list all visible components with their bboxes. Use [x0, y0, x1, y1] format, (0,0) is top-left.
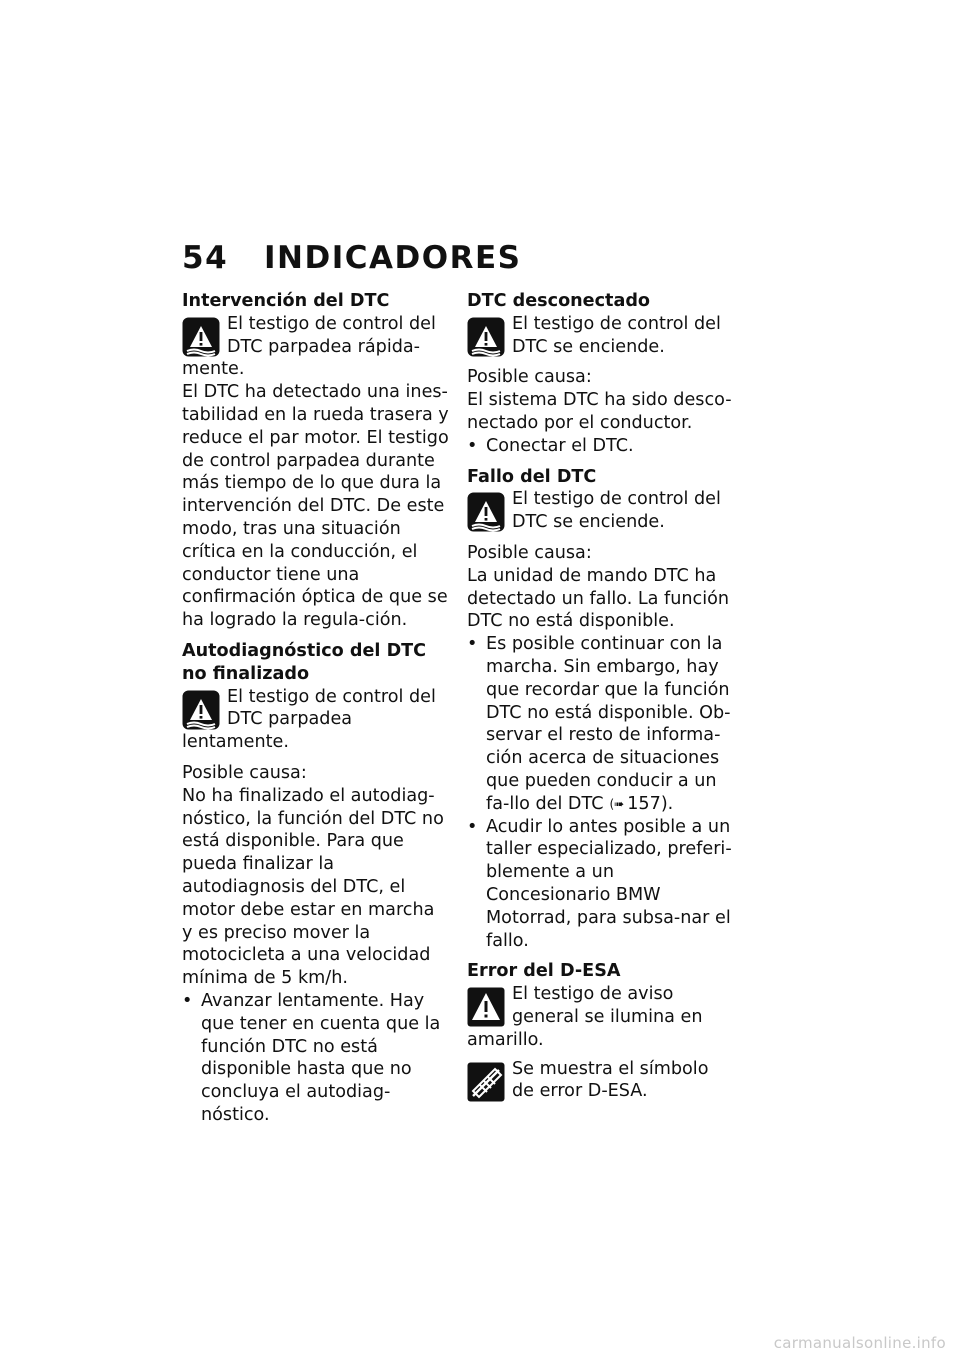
bullet-item: • Conectar el DTC.: [467, 435, 634, 456]
indicator-text: Se muestra el símbolo de error D-ESA.: [512, 1058, 709, 1102]
section-heading: Fallo del DTC: [467, 466, 597, 487]
cause-text: No ha finalizado el autodiag-nóstico, la función del DTC no está disponible. Para que pueda finalizar la autodiagnosis del DTC, el motor debe estar en marcha y es preciso mover la motocicleta a una velocidad mínima de 5 km/h.: [182, 785, 444, 989]
indicator-text: El testigo de control del DTC se enciende.: [512, 313, 721, 357]
bullet-text: Conectar el DTC.: [486, 435, 634, 456]
indicator-description: [182, 313, 450, 381]
section-heading: Error del D-ESA: [467, 961, 621, 982]
indicator-text: El testigo de aviso general se ilumina en amarillo.: [467, 984, 703, 1050]
watermark: carmanualsonline.info: [773, 1334, 946, 1352]
cause-text: La unidad de mando DTC ha detectado un fallo. La función DTC no está disponible.: [467, 565, 730, 632]
general-warning-icon: [467, 987, 505, 1027]
section-heading: Intervención del DTC: [182, 291, 390, 311]
page-reference: 157).: [627, 793, 674, 814]
dtc-warning-icon: [182, 690, 220, 730]
bullet-text: Acudir lo antes posible a un taller especializado, preferi-blemente a un Concesionario BMW Motorrad, para subsa-nar el fallo.: [486, 816, 732, 951]
section-heading: Autodiagnóstico del DTC no finalizado: [182, 640, 427, 684]
dtc-warning-icon: [467, 492, 505, 532]
left-column: [182, 290, 450, 1127]
desa-error-icon: [467, 1062, 505, 1102]
dtc-warning-icon: [182, 317, 220, 357]
indicator-description: [467, 1058, 735, 1104]
body-text: El DTC ha detectado una ines-tabilidad en la rueda trasera y reduce el par motor. El testigo de control parpadea durante más tiempo de lo que dura la intervención del DTC. De este modo, tras una situación crítica en la conducción, el conductor tiene una confirmación óptica de que se ha logrado la regula-ción.: [182, 382, 449, 631]
page-number: 54: [182, 240, 229, 276]
indicator-text: El testigo de control del DTC parpadea lentamente.: [182, 686, 436, 753]
indicator-description: [467, 983, 735, 1051]
bullet-item: • Es posible continuar con la marcha. Sin embargo, hay que recordar que la función DTC no está disponible. Ob-servar el resto de informa-ción acerca de situaciones que pueden conducir a un fa-llo del DTC (➠ 157).: [467, 634, 731, 814]
cause-text: El sistema DTC ha sido desco-nectado por el conductor.: [467, 390, 732, 433]
cause-label: Posible causa:: [467, 367, 592, 388]
cause-label: Posible causa:: [467, 542, 592, 563]
indicator-description: [467, 488, 735, 534]
indicator-description: [467, 313, 735, 359]
right-column: [467, 290, 735, 1103]
page-reference-arrow-icon: (➠: [609, 796, 625, 811]
bullet-text: Es posible continuar con la marcha. Sin embargo, hay que recordar que la función DTC no está disponible. Ob-servar el resto de informa-ción acerca de situaciones que pueden conducir a un fa-llo del DTC: [486, 634, 731, 814]
section-heading: DTC desconectado: [467, 291, 651, 311]
cause-label: Posible causa:: [182, 762, 307, 783]
dtc-warning-icon: [467, 317, 505, 357]
bullet-text: Avanzar lentamente. Hay que tener en cuenta que la función DTC no está disponible hasta que no concluya el autodiag-nóstico.: [201, 990, 441, 1125]
bullet-item: • Acudir lo antes posible a un taller especializado, preferi-blemente a un Concesionario BMW Motorrad, para subsa-nar el fallo.: [467, 816, 732, 951]
page-title: INDICADORES: [264, 240, 522, 276]
indicator-text: El testigo de control del DTC se enciende.: [512, 489, 721, 533]
bullet-item: • Avanzar lentamente. Hay que tener en cuenta que la función DTC no está disponible hasta que no concluya el autodiag-nóstico.: [182, 990, 441, 1125]
indicator-description: [182, 686, 450, 754]
page-header: [182, 240, 521, 276]
indicator-text: El testigo de control del DTC parpadea rápida-mente.: [182, 313, 436, 380]
